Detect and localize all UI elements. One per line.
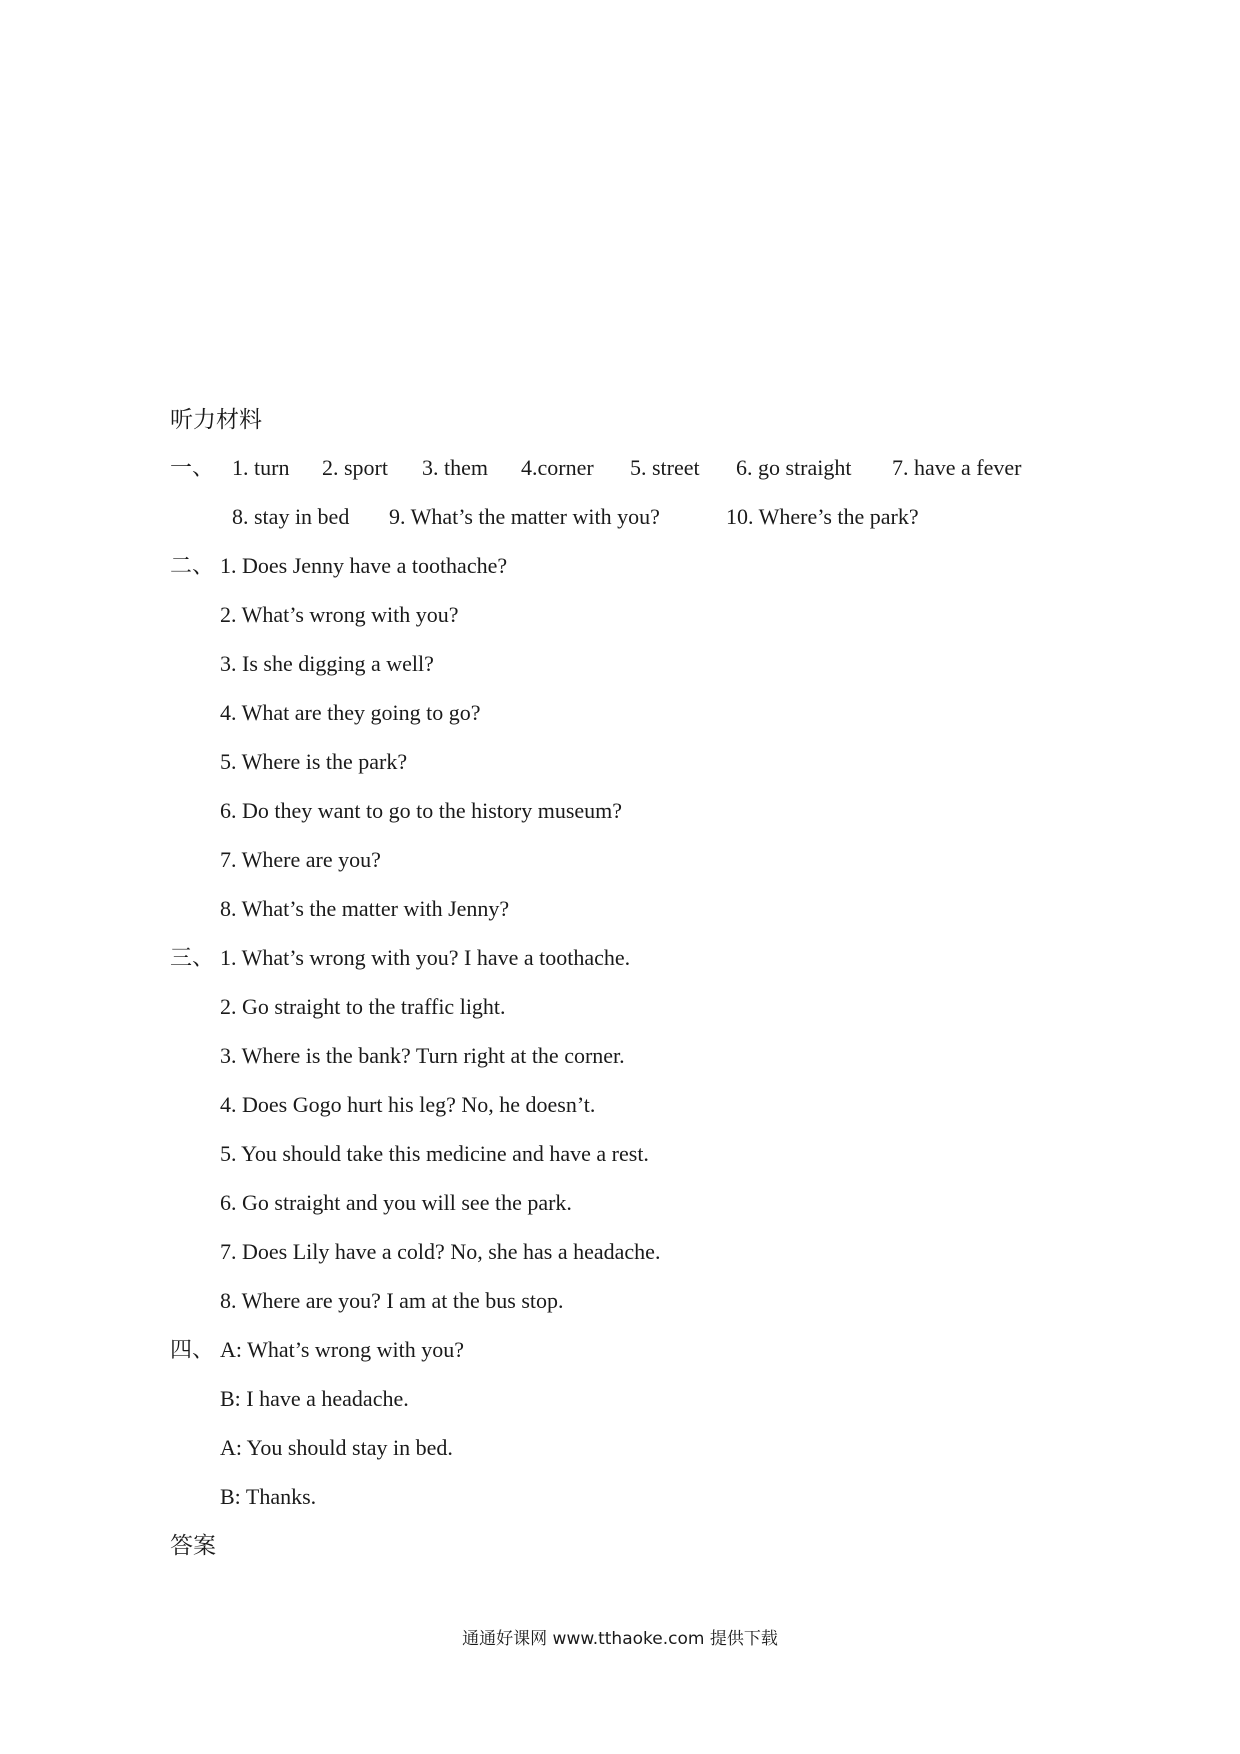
section1-item: 5. street bbox=[630, 455, 700, 480]
section2-item: 7. Where are you? bbox=[220, 847, 381, 872]
section2-item: 2. What’s wrong with you? bbox=[220, 602, 459, 627]
section1-item: 6. go straight bbox=[736, 455, 852, 480]
dialogue-line: B: I have a headache. bbox=[220, 1386, 409, 1411]
section2-item: 6. Do they want to go to the history museum? bbox=[220, 798, 623, 823]
section3-item: 1. What’s wrong with you? I have a toothache. bbox=[220, 945, 631, 970]
dialogue-line: A: What’s wrong with you? bbox=[220, 1337, 465, 1362]
section3-item: 6. Go straight and you will see the park. bbox=[220, 1190, 572, 1215]
section1-item: 2. sport bbox=[322, 455, 388, 480]
page-footer: 通通好课网 www.tthaoke.com 提供下载 bbox=[462, 1629, 778, 1649]
section1-item: 3. them bbox=[422, 455, 488, 480]
section2-marker: 二、 bbox=[170, 553, 215, 578]
section1-item: 4.corner bbox=[521, 455, 594, 480]
section4-marker: 四、 bbox=[170, 1337, 215, 1362]
section3-item: 5. You should take this medicine and have a rest. bbox=[220, 1141, 649, 1166]
section2-item: 3. Is she digging a well? bbox=[220, 651, 434, 676]
section2-item: 4. What are they going to go? bbox=[220, 700, 481, 725]
section1-marker: 一、 bbox=[170, 455, 215, 480]
section2-item: 8. What’s the matter with Jenny? bbox=[220, 896, 510, 921]
section1-item: 10. Where’s the park? bbox=[726, 504, 919, 529]
section1-item: 9. What’s the matter with you? bbox=[389, 504, 660, 529]
section3-item: 2. Go straight to the traffic light. bbox=[220, 994, 506, 1019]
section3-item: 3. Where is the bank? Turn right at the corner. bbox=[220, 1043, 625, 1068]
section1-item: 7. have a fever bbox=[892, 455, 1022, 480]
section3-marker: 三、 bbox=[170, 945, 215, 970]
section3-item: 7. Does Lily have a cold? No, she has a headache. bbox=[220, 1239, 661, 1264]
section1-item: 8. stay in bed bbox=[232, 504, 350, 529]
answers-heading: 答案 bbox=[170, 1533, 216, 1558]
dialogue-line: B: Thanks. bbox=[220, 1484, 317, 1509]
section3-item: 8. Where are you? I am at the bus stop. bbox=[220, 1288, 564, 1313]
section2-item: 5. Where is the park? bbox=[220, 749, 408, 774]
section3-item: 4. Does Gogo hurt his leg? No, he doesn’t. bbox=[220, 1092, 596, 1117]
section1-item: 1. turn bbox=[232, 455, 290, 480]
section2-item: 1. Does Jenny have a toothache? bbox=[220, 553, 508, 578]
page-title: 听力材料 bbox=[170, 407, 262, 432]
dialogue-line: A: You should stay in bed. bbox=[220, 1435, 453, 1460]
